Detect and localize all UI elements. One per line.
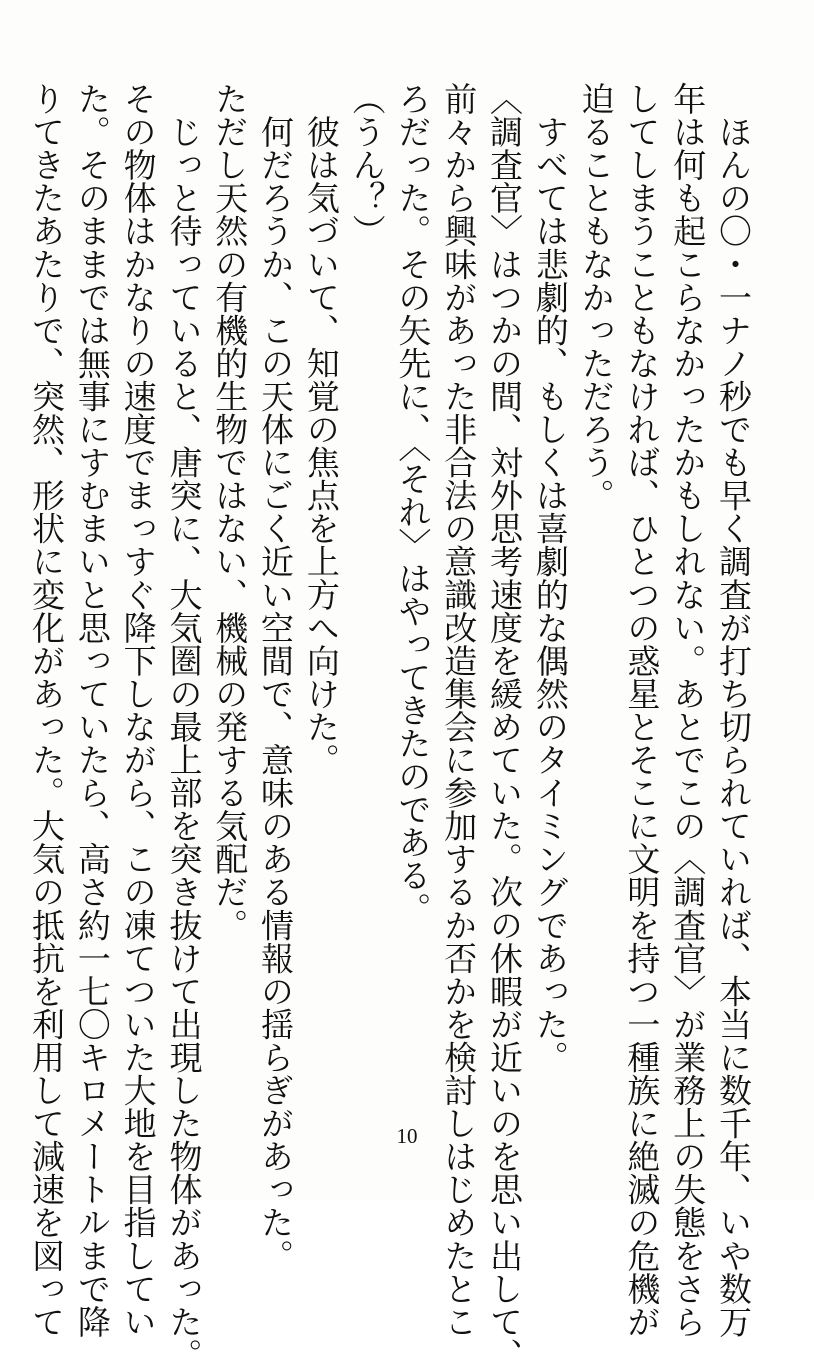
text-line: （うん？）	[347, 82, 387, 248]
text-line: ろだった。その矢先に、〈それ〉はやってきたのである。	[393, 82, 433, 925]
text-line: 〈調査官〉はつかの間、対外思考速度を緩めていた。次の休暇が近いのを思い出して、	[485, 82, 525, 1371]
text-line: してしまうこともなければ、ひとつの惑星とそこに文明を持つ一種族に絶滅の危機が	[622, 82, 662, 1338]
text-line: じっと待っていると、唐突に、大気圏の最上部を突き抜けて出現した物体があった。	[164, 82, 204, 1371]
text-line: すべては悲劇的、もしくは喜劇的な偶然のタイミングであった。	[530, 82, 570, 1074]
text-line: その物体はかなりの速度でまっすぐ降下しながら、この凍てついた大地を目指してい	[118, 82, 158, 1338]
text-line: 何だろうか、この天体にごく近い空間で、意味のある情報の揺らぎがあった。	[256, 82, 296, 1272]
text-line: 迫ることもなかっただろう。	[576, 82, 616, 512]
text-line: 年は何も起こらなかったかもしれない。あとでこの〈調査官〉が業務上の失態をさら	[668, 82, 708, 1338]
page-number: 10	[396, 1124, 418, 1148]
text-line: 彼は気づいて、知覚の焦点を上方へ向けた。	[301, 82, 341, 777]
text-line: ただし天然の有機的生物ではない、機械の発する気配だ。	[210, 82, 250, 942]
text-line: ほんの〇・一ナノ秒でも早く調査が打ち切られていれば、本当に数千年、いや数万	[714, 82, 753, 1338]
text-line: 前々から興味があった非合法の意識改造集会に参加するか否かを検討しはじめたとこ	[439, 82, 479, 1338]
text-line: りてきたあたりで、突然、形状に変化があった。大気の抵抗を利用して減速を図って	[27, 82, 67, 1338]
text-line: た。そのままでは無事にすむまいと思っていたら、高さ約一七〇キロメートルまで降	[72, 82, 112, 1338]
